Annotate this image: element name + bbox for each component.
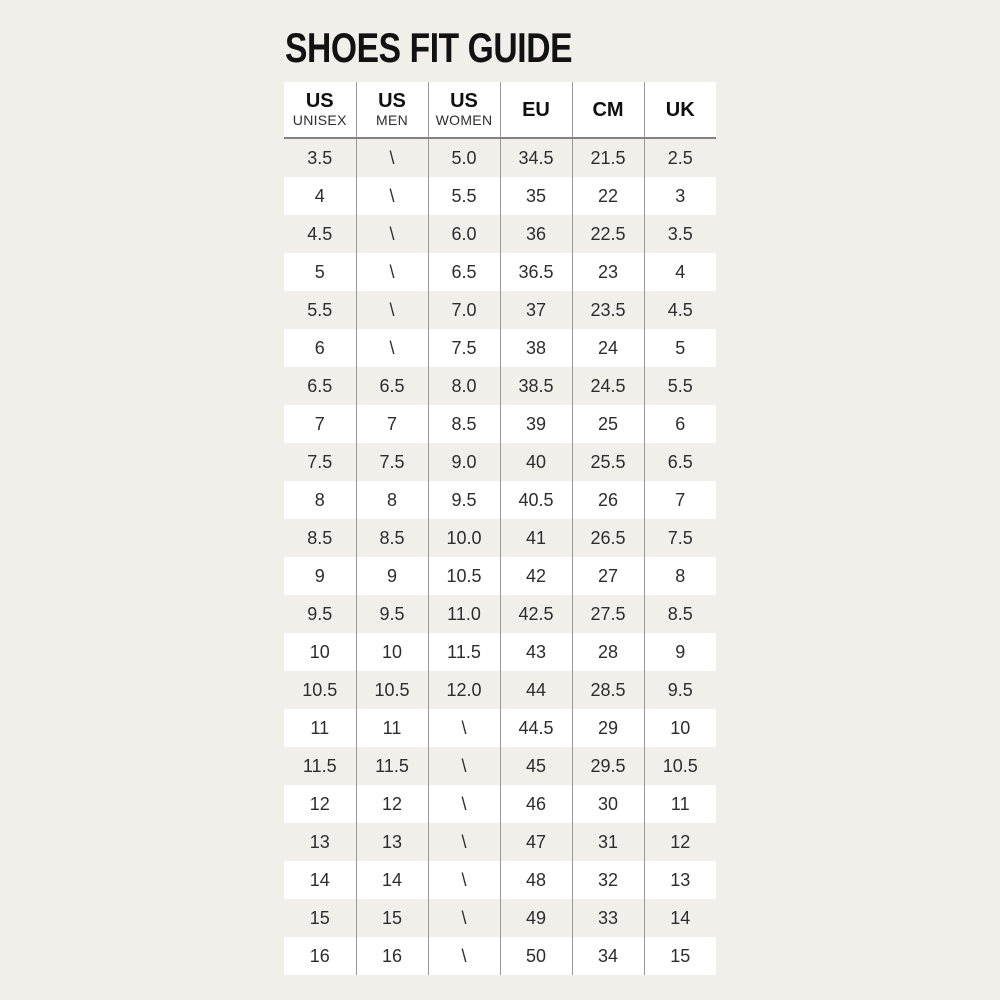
size-cell: 4 bbox=[675, 261, 686, 282]
size-chart-body bbox=[284, 138, 716, 975]
size-cell: 7.5 bbox=[356, 443, 428, 481]
size-cell: 8.5 bbox=[667, 603, 693, 624]
size-cell: 14 bbox=[670, 907, 691, 928]
size-cell: 23 bbox=[572, 253, 644, 291]
size-cell: 11 bbox=[284, 709, 356, 747]
size-cell: 9 bbox=[675, 641, 686, 662]
size-cell: 5 bbox=[284, 253, 356, 291]
size-cell: 16 bbox=[356, 937, 428, 975]
size-cell: 4 bbox=[284, 177, 356, 215]
table-row bbox=[284, 215, 716, 253]
column-header-cm bbox=[572, 82, 644, 138]
column-header-us-unisex bbox=[284, 82, 356, 138]
size-cell: 9.5 bbox=[284, 595, 356, 633]
size-cell: 11.5 bbox=[428, 633, 500, 671]
size-cell: 39 bbox=[500, 405, 572, 443]
size-cell: 10.5 bbox=[428, 557, 500, 595]
size-cell: 3.5 bbox=[667, 223, 693, 244]
size-cell: 9.5 bbox=[667, 679, 693, 700]
column-label: CM bbox=[592, 98, 624, 121]
size-cell: 34.5 bbox=[500, 138, 572, 177]
table-row bbox=[284, 709, 716, 747]
size-cell: 8.0 bbox=[428, 367, 500, 405]
size-cell: 40 bbox=[500, 443, 572, 481]
size-cell: 11 bbox=[670, 793, 690, 814]
size-cell: 12 bbox=[356, 785, 428, 823]
size-cell: 10 bbox=[356, 633, 428, 671]
size-cell: \ bbox=[428, 937, 500, 975]
size-cell: 22.5 bbox=[572, 215, 644, 253]
size-cell: 15 bbox=[670, 945, 691, 966]
size-cell: 5.5 bbox=[667, 375, 693, 396]
column-label: US bbox=[305, 90, 334, 113]
column-header-us-women bbox=[428, 82, 500, 138]
size-cell: \ bbox=[356, 177, 428, 215]
size-cell: 6 bbox=[675, 413, 686, 434]
table-row bbox=[284, 899, 716, 937]
size-cell: 7 bbox=[284, 405, 356, 443]
table-row bbox=[284, 633, 716, 671]
table-row bbox=[284, 177, 716, 215]
size-cell: 6.5 bbox=[356, 367, 428, 405]
size-cell: 6 bbox=[284, 329, 356, 367]
size-cell: \ bbox=[356, 215, 428, 253]
table-row bbox=[284, 481, 716, 519]
size-cell: 7 bbox=[675, 489, 686, 510]
size-cell: 43 bbox=[500, 633, 572, 671]
size-cell: 26 bbox=[572, 481, 644, 519]
size-cell: 10.0 bbox=[428, 519, 500, 557]
size-cell: 23.5 bbox=[572, 291, 644, 329]
size-cell: 10 bbox=[284, 633, 356, 671]
size-cell: 8.5 bbox=[356, 519, 428, 557]
table-row bbox=[284, 747, 716, 785]
size-cell: 44.5 bbox=[500, 709, 572, 747]
size-cell: 8.5 bbox=[428, 405, 500, 443]
column-header-eu bbox=[500, 82, 572, 138]
size-cell: 11.5 bbox=[284, 747, 356, 785]
size-cell: 8 bbox=[356, 481, 428, 519]
table-row bbox=[284, 443, 716, 481]
size-cell: 9 bbox=[284, 557, 356, 595]
column-sublabel: MEN bbox=[375, 112, 408, 129]
size-cell: \ bbox=[428, 709, 500, 747]
size-cell: 24 bbox=[572, 329, 644, 367]
size-cell: 15 bbox=[356, 899, 428, 937]
table-row bbox=[284, 405, 716, 443]
table-row bbox=[284, 937, 716, 975]
size-cell: \ bbox=[428, 899, 500, 937]
size-cell: \ bbox=[356, 138, 428, 177]
size-cell: 9 bbox=[356, 557, 428, 595]
size-cell: 8.5 bbox=[284, 519, 356, 557]
table-row bbox=[284, 519, 716, 557]
size-cell: 37 bbox=[500, 291, 572, 329]
size-cell: 7 bbox=[356, 405, 428, 443]
table-row bbox=[284, 595, 716, 633]
table-row bbox=[284, 253, 716, 291]
size-cell: 42 bbox=[500, 557, 572, 595]
size-cell: 6.5 bbox=[284, 367, 356, 405]
size-cell: 25 bbox=[572, 405, 644, 443]
size-chart-table bbox=[284, 82, 716, 975]
size-cell: 27.5 bbox=[572, 595, 644, 633]
table-row bbox=[284, 329, 716, 367]
size-cell: 11 bbox=[356, 709, 428, 747]
column-label: US bbox=[450, 90, 478, 113]
size-cell: 6.5 bbox=[667, 451, 693, 472]
size-cell: 12.0 bbox=[428, 671, 500, 709]
size-cell: 9.0 bbox=[428, 443, 500, 481]
size-cell: 42.5 bbox=[500, 595, 572, 633]
size-cell: 22 bbox=[572, 177, 644, 215]
size-cell: 8 bbox=[284, 481, 356, 519]
size-cell: 36 bbox=[500, 215, 572, 253]
size-cell: 14 bbox=[284, 861, 356, 899]
size-cell: 28 bbox=[572, 633, 644, 671]
table-row bbox=[284, 138, 716, 177]
size-cell: 10.5 bbox=[356, 671, 428, 709]
size-cell: 33 bbox=[572, 899, 644, 937]
size-cell: 13 bbox=[284, 823, 356, 861]
size-cell: 38.5 bbox=[500, 367, 572, 405]
size-cell: 28.5 bbox=[572, 671, 644, 709]
size-cell: \ bbox=[356, 329, 428, 367]
size-cell: 49 bbox=[500, 899, 572, 937]
size-cell: \ bbox=[428, 785, 500, 823]
size-cell: 5.5 bbox=[284, 291, 356, 329]
size-cell: 14 bbox=[356, 861, 428, 899]
size-cell: 25.5 bbox=[572, 443, 644, 481]
size-cell: 36.5 bbox=[500, 253, 572, 291]
size-cell: 2.5 bbox=[667, 147, 693, 168]
size-cell: \ bbox=[428, 823, 500, 861]
size-chart-header bbox=[284, 82, 716, 138]
size-cell: 11.0 bbox=[428, 595, 500, 633]
size-cell: 13 bbox=[670, 869, 691, 890]
size-cell: 7.5 bbox=[428, 329, 500, 367]
table-row bbox=[284, 823, 716, 861]
size-cell: 5.5 bbox=[428, 177, 500, 215]
column-header-uk bbox=[644, 82, 716, 138]
size-cell: 47 bbox=[500, 823, 572, 861]
column-header-us-men bbox=[356, 82, 428, 138]
size-cell: 9.5 bbox=[356, 595, 428, 633]
size-cell: 24.5 bbox=[572, 367, 644, 405]
size-cell: 3 bbox=[675, 185, 686, 206]
column-sublabel: WOMEN bbox=[435, 112, 493, 129]
size-cell: 12 bbox=[670, 831, 691, 852]
size-cell: 7.5 bbox=[284, 443, 356, 481]
size-cell: 34 bbox=[572, 937, 644, 975]
size-cell: 31 bbox=[572, 823, 644, 861]
size-cell: 6.5 bbox=[428, 253, 500, 291]
size-cell: \ bbox=[356, 291, 428, 329]
size-cell: 10 bbox=[670, 717, 691, 738]
page-title: SHOES FIT GUIDE bbox=[285, 24, 573, 71]
size-cell: 40.5 bbox=[500, 481, 572, 519]
size-cell: \ bbox=[428, 747, 500, 785]
size-cell: 11.5 bbox=[356, 747, 428, 785]
size-cell: 9.5 bbox=[428, 481, 500, 519]
size-cell: 27 bbox=[572, 557, 644, 595]
size-cell: 6.0 bbox=[428, 215, 500, 253]
size-cell: 44 bbox=[500, 671, 572, 709]
size-cell: 5 bbox=[675, 337, 686, 358]
size-cell: 29.5 bbox=[572, 747, 644, 785]
size-cell: 41 bbox=[500, 519, 572, 557]
size-cell: 45 bbox=[500, 747, 572, 785]
column-label: EU bbox=[522, 98, 550, 121]
size-cell: \ bbox=[428, 861, 500, 899]
size-cell: 26.5 bbox=[572, 519, 644, 557]
column-label: UK bbox=[665, 98, 695, 121]
table-row bbox=[284, 367, 716, 405]
size-cell: 48 bbox=[500, 861, 572, 899]
size-cell: 10.5 bbox=[662, 755, 698, 776]
size-cell: 13 bbox=[356, 823, 428, 861]
size-cell: 35 bbox=[500, 177, 572, 215]
table-row bbox=[284, 557, 716, 595]
size-cell: 12 bbox=[284, 785, 356, 823]
size-cell: 8 bbox=[675, 565, 686, 586]
size-cell: 7.5 bbox=[667, 527, 693, 548]
column-label: US bbox=[378, 90, 406, 113]
table-row bbox=[284, 291, 716, 329]
size-cell: 4.5 bbox=[284, 215, 356, 253]
size-cell: 5.0 bbox=[428, 138, 500, 177]
size-cell: 16 bbox=[284, 937, 356, 975]
size-cell: 30 bbox=[572, 785, 644, 823]
size-cell: 10.5 bbox=[284, 671, 356, 709]
size-cell: 21.5 bbox=[572, 138, 644, 177]
size-cell: 50 bbox=[500, 937, 572, 975]
size-cell: \ bbox=[356, 253, 428, 291]
size-cell: 15 bbox=[284, 899, 356, 937]
column-sublabel: UNISEX bbox=[292, 112, 347, 129]
size-cell: 32 bbox=[572, 861, 644, 899]
header-row bbox=[284, 82, 716, 138]
table-row bbox=[284, 671, 716, 709]
size-cell: 29 bbox=[572, 709, 644, 747]
table-row bbox=[284, 861, 716, 899]
table-row bbox=[284, 785, 716, 823]
size-cell: 46 bbox=[500, 785, 572, 823]
size-cell: 3.5 bbox=[284, 138, 356, 177]
size-cell: 4.5 bbox=[667, 299, 693, 320]
size-cell: 38 bbox=[500, 329, 572, 367]
size-cell: 7.0 bbox=[428, 291, 500, 329]
